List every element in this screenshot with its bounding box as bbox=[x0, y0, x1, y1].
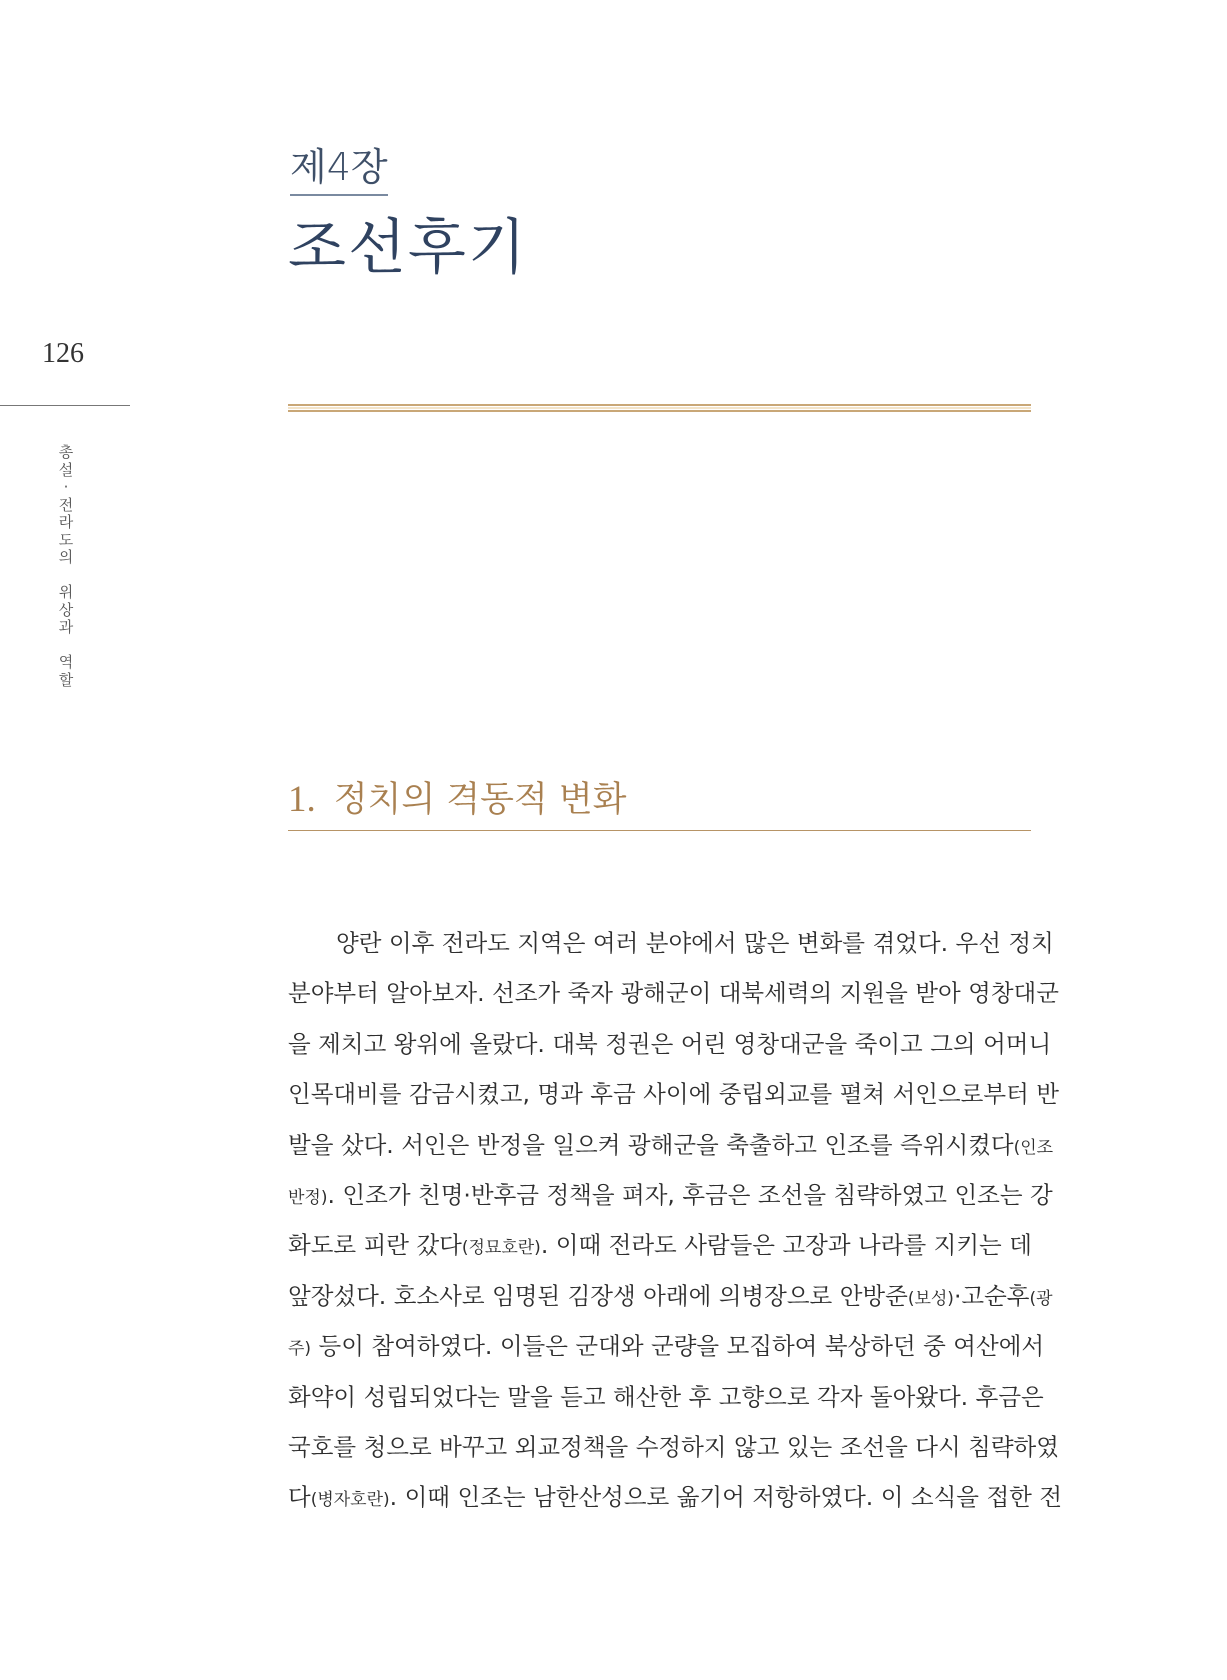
section-rule bbox=[288, 830, 1031, 831]
margin-rule bbox=[0, 405, 130, 406]
running-head-char: 과 bbox=[58, 618, 74, 636]
section-title: 정치의 격동적 변화 bbox=[333, 780, 627, 820]
inline-annotation: 반정) bbox=[288, 1187, 328, 1208]
chapter-double-rule bbox=[288, 404, 1031, 412]
section-number: 1. bbox=[288, 779, 316, 820]
section-heading bbox=[288, 780, 626, 821]
rule-line bbox=[288, 407, 1031, 409]
body-line: 앞장섰다. 호소사로 임명된 김장생 아래에 의병장으로 안방준(보성)·고순후(광 bbox=[288, 1281, 1053, 1310]
body-line: 화약이 성립되었다는 말을 듣고 해산한 후 고향으로 각자 돌아왔다. 후금은 bbox=[288, 1382, 1044, 1411]
running-head-char bbox=[56, 637, 76, 655]
body-line: 발을 샀다. 서인은 반정을 일으켜 광해군을 축출하고 인조를 즉위시켰다(인조 bbox=[288, 1130, 1054, 1159]
running-head-char: 라 bbox=[58, 513, 74, 531]
inline-annotation: (인조 bbox=[1013, 1137, 1054, 1158]
chapter-title: 조선후기 bbox=[288, 213, 528, 283]
running-head-char: 총 bbox=[58, 443, 74, 461]
inline-annotation: (정묘호란) bbox=[461, 1238, 541, 1259]
body-line: 양란 이후 전라도 지역은 여러 분야에서 많은 변화를 겪었다. 우선 정치 bbox=[336, 929, 1054, 957]
rule-line bbox=[288, 410, 1031, 412]
rule-line bbox=[288, 404, 1031, 406]
running-head-char bbox=[56, 567, 76, 585]
page-number: 126 bbox=[42, 338, 84, 369]
inline-annotation: (광 bbox=[1029, 1288, 1053, 1309]
body-line: 을 제치고 왕위에 올랐다. 대북 정권은 어린 영창대군을 죽이고 그의 어머니 bbox=[288, 1029, 1052, 1058]
body-line: 반정). 인조가 친명·반후금 정책을 펴자, 후금은 조선을 침략하였고 인조는 강 bbox=[288, 1180, 1053, 1209]
running-head-char: 전 bbox=[58, 495, 74, 514]
running-head-char: 역 bbox=[58, 653, 74, 671]
body-line: 주) 등이 참여하였다. 이들은 군대와 군량을 모집하여 북상하던 중 여산에서 bbox=[288, 1332, 1045, 1361]
body-line: 화도로 피란 갔다(정묘호란). 이때 전라도 사람들은 고장과 나라를 지키는 데 bbox=[288, 1231, 1032, 1260]
running-head-char: 할 bbox=[58, 670, 74, 689]
inline-annotation: (보성) bbox=[907, 1288, 954, 1309]
body-paragraph bbox=[288, 918, 1063, 1523]
chapter-label: 제4장 bbox=[290, 148, 388, 196]
body-line: 국호를 청으로 바꾸고 외교정책을 수정하지 않고 있는 조선을 다시 침략하였 bbox=[288, 1432, 1059, 1461]
body-line: 분야부터 알아보자. 선조가 죽자 광해군이 대북세력의 지원을 받아 영창대군 bbox=[288, 979, 1059, 1008]
running-head-char: 의 bbox=[58, 548, 74, 566]
running-head bbox=[56, 444, 76, 689]
running-head-char: 설 bbox=[58, 460, 74, 479]
running-head-char: 위 bbox=[58, 583, 74, 601]
body-line: 인목대비를 감금시켰고, 명과 후금 사이에 중립외교를 펼쳐 서인으로부터 반 bbox=[288, 1080, 1059, 1109]
running-head-char: 상 bbox=[58, 600, 74, 619]
running-head-char: 도 bbox=[58, 530, 74, 549]
running-head-char: · bbox=[63, 478, 69, 496]
inline-annotation: (병자호란) bbox=[310, 1490, 390, 1511]
body-line: 다(병자호란). 이때 인조는 남한산성으로 옮기어 저항하였다. 이 소식을 접한 전 bbox=[288, 1483, 1063, 1512]
inline-annotation: 주) bbox=[288, 1339, 312, 1360]
